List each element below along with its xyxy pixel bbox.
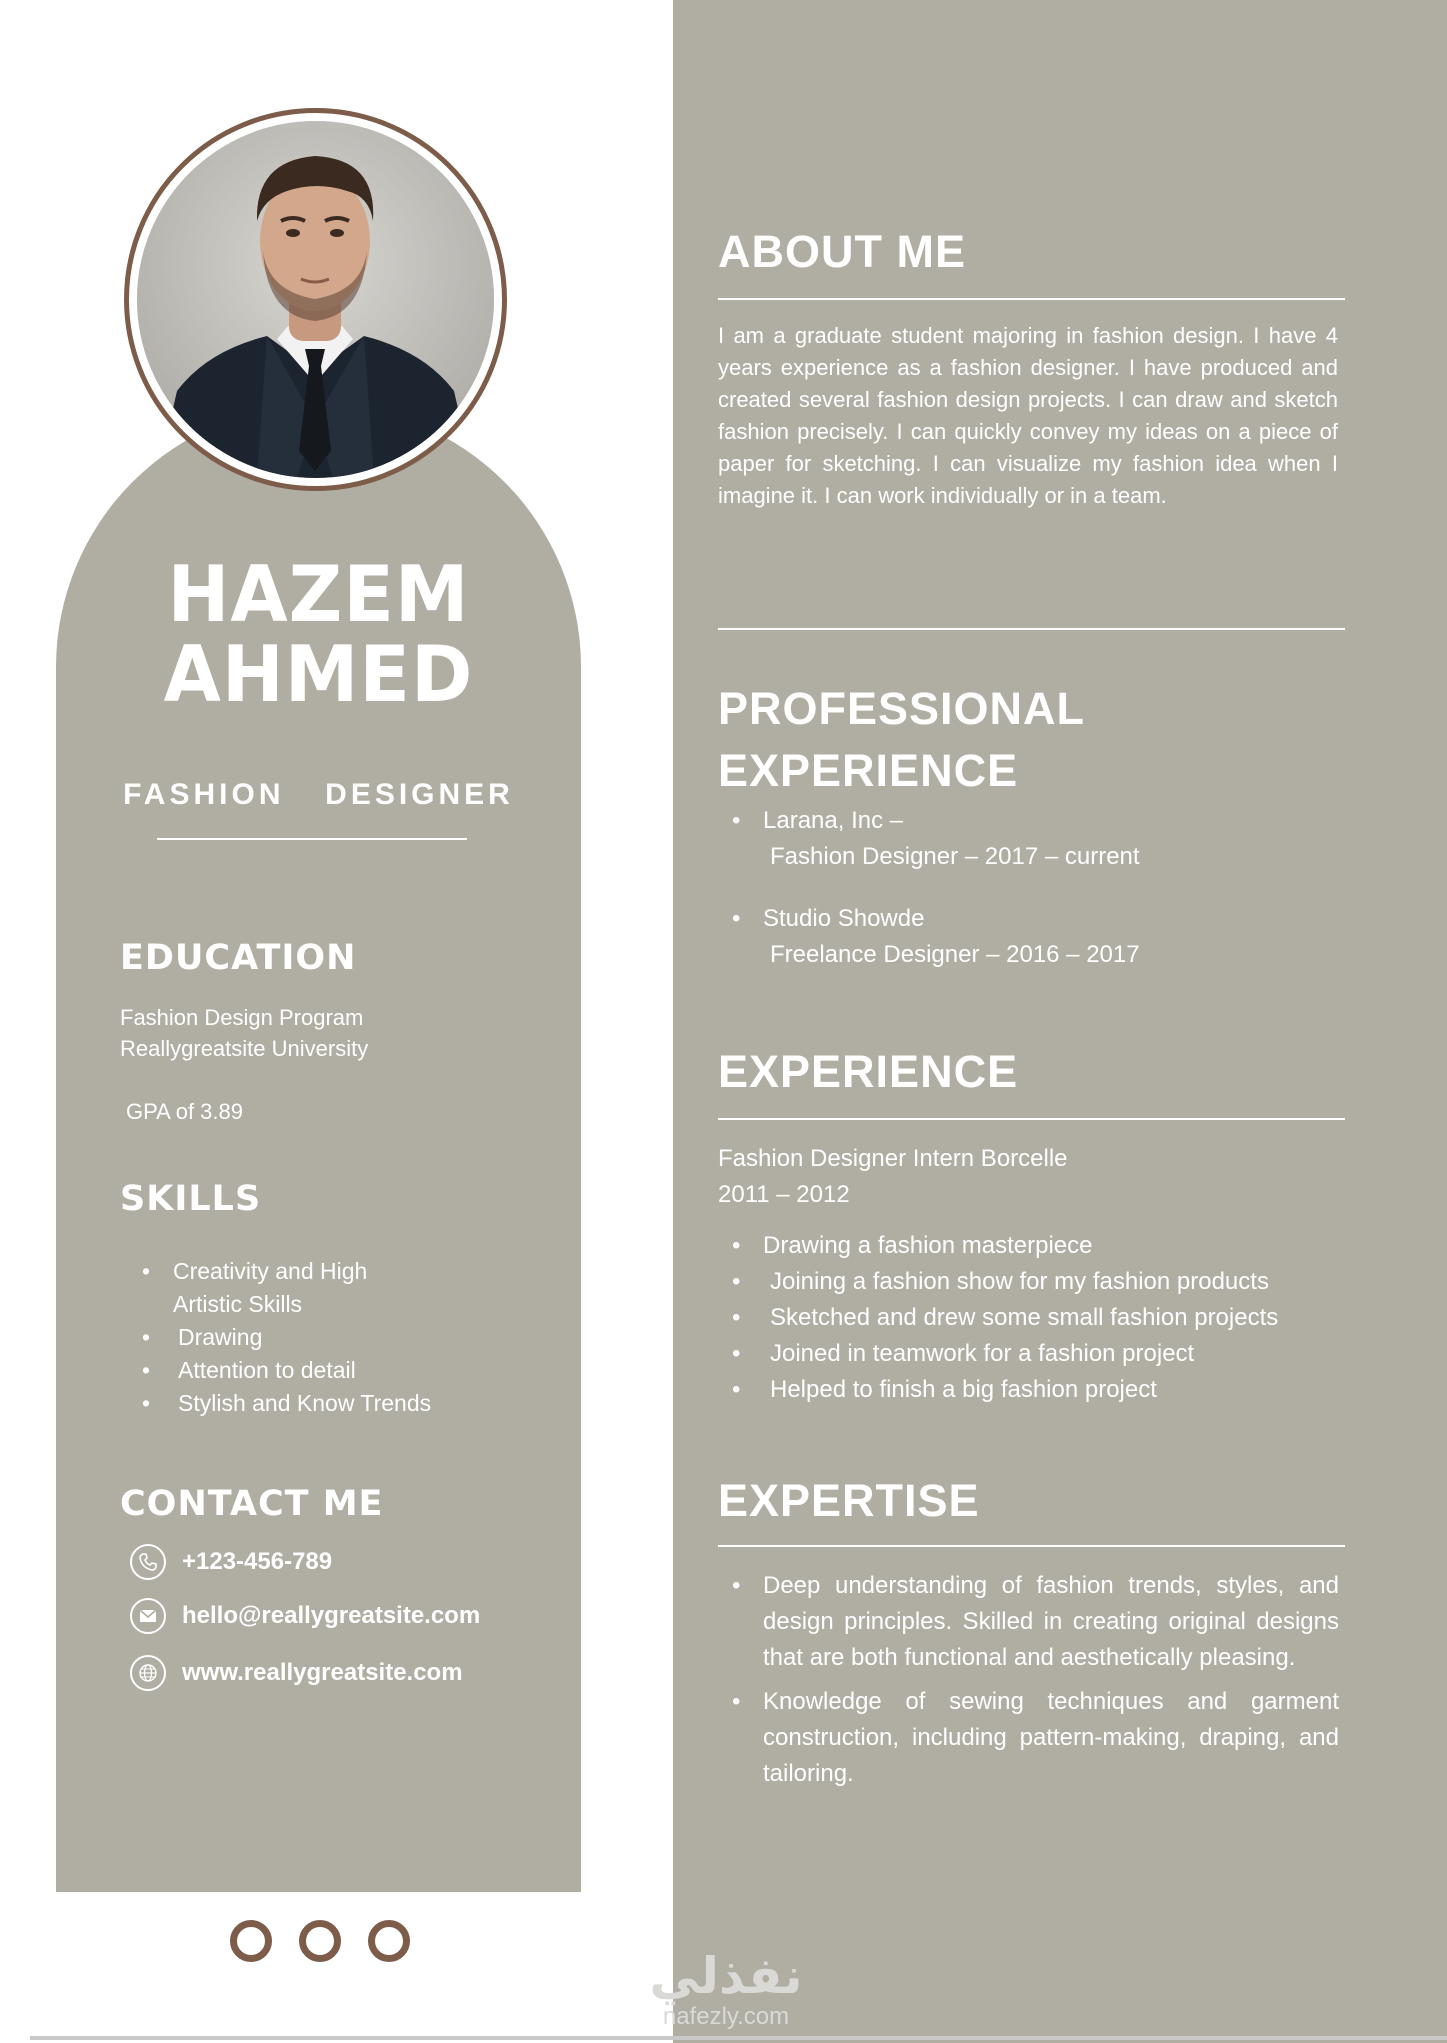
phone-icon — [130, 1544, 166, 1580]
job-company: Studio Showde — [763, 905, 925, 932]
first-name: HAZEM — [167, 549, 470, 641]
globe-icon — [130, 1655, 166, 1691]
about-heading: ABOUT ME — [718, 226, 966, 277]
job-item — [732, 901, 1140, 973]
circle-icon — [230, 1920, 272, 1962]
skills-list — [138, 1255, 438, 1420]
experience-period: 2011 – 2012 — [718, 1181, 850, 1208]
education-program: Fashion Design Program — [120, 1005, 364, 1030]
education-heading: EDUCATION — [120, 938, 357, 978]
experience-position — [718, 1141, 1068, 1213]
education-university: Reallygreatsite University — [120, 1036, 369, 1061]
experience-item: • Drawing a fashion masterpiece — [732, 1228, 1278, 1264]
contact-website[interactable]: www.reallygreatsite.com — [182, 1659, 463, 1686]
expertise-item: • Deep understanding of fashion trends, styles, and design principles. Skilled in creating original designs that are both functional and aesthetically pleasing. — [732, 1568, 1339, 1676]
experience-list — [732, 1228, 1278, 1408]
experience-item: • Joined in teamwork for a fashion project — [732, 1336, 1278, 1372]
decorative-dots — [230, 1920, 437, 1962]
contact-email-row — [130, 1596, 480, 1636]
circle-icon — [299, 1920, 341, 1962]
job-role: Freelance Designer – 2016 – 2017 — [770, 941, 1140, 968]
contact-website-row — [130, 1653, 463, 1693]
expertise-heading: EXPERTISE — [718, 1475, 980, 1526]
job-title: FASHION DESIGNER — [123, 778, 514, 811]
contact-email[interactable]: hello@reallygreatsite.com — [182, 1602, 481, 1629]
title-divider — [157, 838, 467, 840]
contact-heading: CONTACT ME — [120, 1484, 384, 1524]
expertise-list — [732, 1568, 1339, 1800]
skill-item: • Stylish and Know Trends — [138, 1387, 438, 1420]
job-item — [732, 803, 1140, 875]
professional-experience-list — [732, 803, 1140, 999]
section-divider — [718, 628, 1345, 630]
job-company: Larana, Inc – — [763, 807, 904, 834]
about-text: I am a graduate student majoring in fashion design. I have 4 years experience as a fashion designer. I have produced and created several fashion design projects. I can draw and sketch fashion precisely. I can quickly convey my ideas on a piece of paper for sketching. I can visualize my fashion idea when I imagine it. I can work individually or in a team. — [718, 323, 1338, 508]
contact-phone[interactable]: +123-456-789 — [182, 1548, 333, 1575]
experience-item: • Helped to finish a big fashion project — [732, 1372, 1278, 1408]
expertise-divider — [718, 1545, 1345, 1547]
watermark — [636, 1948, 816, 2030]
bottom-border — [30, 2036, 1447, 2040]
expertise-item: • Knowledge of sewing techniques and garment construction, including pattern-making, draping, and tailoring. — [732, 1684, 1339, 1792]
contact-phone-row — [130, 1542, 332, 1582]
watermark-arabic: نفذلي — [649, 1947, 803, 2005]
about-divider — [718, 298, 1345, 300]
experience-item: • Joining a fashion show for my fashion products — [732, 1264, 1278, 1300]
experience-position-title: Fashion Designer Intern Borcelle — [718, 1145, 1068, 1172]
job-role: Fashion Designer – 2017 – current — [770, 843, 1140, 870]
experience-heading: EXPERIENCE — [718, 1046, 1019, 1097]
skills-heading: SKILLS — [120, 1179, 262, 1219]
professional-heading-line2: EXPERIENCE — [718, 745, 1019, 796]
experience-item: • Sketched and drew some small fashion projects — [732, 1300, 1278, 1336]
skill-item: • Creativity and High Artistic Skills — [138, 1255, 433, 1321]
skill-item: • Attention to detail — [138, 1354, 438, 1387]
last-name: AHMED — [163, 629, 474, 721]
education-gpa: GPA of 3.89 — [126, 1099, 244, 1124]
professional-heading-line1: PROFESSIONAL — [718, 683, 1086, 734]
mail-icon — [130, 1598, 166, 1634]
skill-item: • Drawing — [138, 1321, 438, 1354]
circle-icon — [368, 1920, 410, 1962]
experience-divider — [718, 1118, 1345, 1120]
watermark-url: nafezly.com — [662, 2003, 790, 2030]
profile-photo — [137, 121, 494, 478]
